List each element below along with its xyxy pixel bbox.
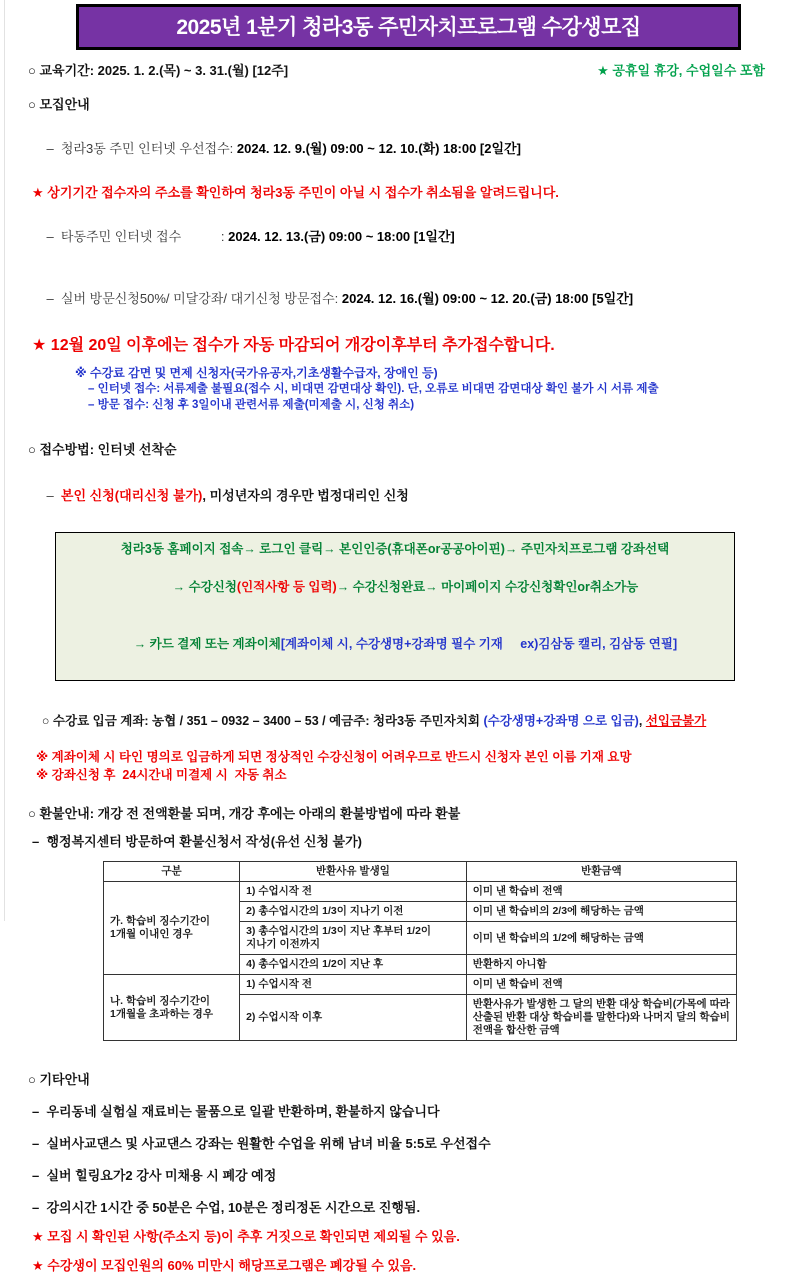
recruit-line-1-value: 2024. 12. 9.(월) 09:00 ~ 12. 10.(화) 18:00 [2일간]: [236, 141, 521, 156]
flow-step-2: [60, 559, 730, 616]
recruit-line-1-label: – 청라3동 주민 인터넷 우선접수:: [46, 141, 237, 156]
page-edge-line: [4, 0, 5, 921]
flow-step-3: [60, 616, 730, 673]
flow-step-2-red: (인적사항 등 입력): [236, 580, 337, 594]
refund-table: [103, 861, 737, 1041]
etc-item-2: – 실버사교댄스 및 사교댄스 강좌는 원활한 수업을 위해 남녀 비율 5:5로 우선접수: [32, 1136, 491, 1151]
refund-b1-reason: 1) 수업시작 전: [240, 975, 467, 995]
refund-a3-reason: 3) 총수업시간의 1/3이 지난 후부터 1/2이 지나기 이전까지: [240, 922, 467, 955]
recruit-warning-deadline: ★ 12월 20일 이후에는 접수가 자동 마감되어 개강이후부터 추가접수합니다.: [32, 337, 555, 354]
refund-a1-reason: 1) 수업시작 전: [240, 882, 467, 902]
refund-b2-reason: 2) 수업시작 이후: [240, 995, 467, 1041]
payment-no-prepay: 선입금불가: [645, 714, 707, 728]
flow-step-3-blue: [계좌이체 시, 수강생명+강좌명 필수 기재 ex)김삼동 캘리, 김삼동 연필]: [280, 637, 678, 651]
recruit-warning-address: ★ 상기기간 접수자의 주소를 확인하여 청라3동 주민이 아닐 시 접수가 취소됨을 알려드립니다.: [32, 185, 559, 200]
recruit-line-2-value: 2024. 12. 13.(금) 09:00 ~ 18:00 [1일간]: [228, 229, 455, 244]
payment-account-blue: (수강생명+강좌명 으로 입금): [483, 714, 639, 728]
payment-account-line: [28, 696, 765, 747]
etc-warning-1: ★ 모집 시 확인된 사항(주소지 등)이 추후 거짓으로 확인되면 제외될 수 있음.: [32, 1229, 460, 1244]
payment-note-1: ※ 계좌이체 시 타인 명의로 입금하게 되면 정상적인 수강신청이 어려우므로 반드시 신청자 본인 이름 기재 요망: [36, 750, 632, 764]
table-row: [104, 882, 737, 902]
recruit-line-3-value: 2024. 12. 16.(월) 09:00 ~ 12. 20.(금) 18:00 [5일간]: [341, 291, 634, 306]
education-period: ○ 교육기간: 2025. 1. 2.(목) ~ 3. 31.(월) [12주]: [28, 63, 289, 78]
application-flow-box: [55, 532, 735, 681]
payment-note-2: ※ 강좌신청 후 24시간내 미결제 시 자동 취소: [36, 768, 287, 782]
apply-dash: –: [46, 488, 61, 503]
apply-self-rest: , 미성년자의 경우만 법정대리인 신청: [202, 488, 409, 503]
refund-col-category: 구분: [104, 862, 240, 882]
recruit-heading: ○ 모집안내: [28, 97, 90, 112]
discount-line-2: – 방문 접수: 신청 후 3일이내 관련서류 제출(미제출 시, 신청 취소): [88, 399, 415, 411]
refund-group-a-label: 가. 학습비 징수기간이 1개월 이내인 경우: [104, 882, 240, 975]
etc-warning-2: ★ 수강생이 모집인원의 60% 미만시 해당프로그램은 폐강될 수 있음.: [32, 1258, 417, 1273]
refund-col-reason-date: 반환사유 발생일: [240, 862, 467, 882]
payment-account-main: ○ 수강료 입금 계좌: 농협 / 351 – 0932 – 3400 – 53 / 예금주: 청라3동 주민자치회: [41, 714, 484, 728]
apply-self-line: [32, 469, 765, 523]
refund-a3-amount: 이미 낸 학습비의 1/2에 해당하는 금액: [466, 922, 736, 955]
title-banner: [76, 4, 741, 50]
payment-account-comma: ,: [638, 714, 646, 728]
refund-a4-reason: 4) 총수업시간의 1/2이 지난 후: [240, 955, 467, 975]
flow-step-2a: → 수강신청: [172, 580, 237, 594]
refund-a2-reason: 2) 총수업시간의 1/3이 지나기 이전: [240, 902, 467, 922]
refund-b2-amount: 반환사유가 발생한 그 달의 반환 대상 학습비(가목에 따라 산출된 반환 대상 학습비를 말한다)와 나머지 달의 학습비 전액을 합산한 금액: [466, 995, 736, 1041]
refund-group-b-label: 나. 학습비 징수기간이 1개월을 초과하는 경우: [104, 975, 240, 1041]
etc-heading: ○ 기타안내: [28, 1072, 90, 1087]
flow-step-3a: → 카드 결제 또는 계좌이체: [133, 637, 281, 651]
apply-self-red: 본인 신청(대리신청 불가): [60, 488, 203, 503]
refund-b1-amount: 이미 낸 학습비 전액: [466, 975, 736, 995]
discount-title: ※ 수강료 감면 및 면제 신청자(국가유공자,기초생활수급자, 장애인 등): [75, 366, 438, 380]
table-row: [104, 975, 737, 995]
apply-heading: ○ 접수방법: 인터넷 선착순: [28, 442, 177, 457]
page-title: 2025년 1분기 청라3동 주민자치프로그램 수강생모집: [176, 16, 641, 39]
etc-item-3: – 실버 힐링요가2 강사 미채용 시 폐강 예정: [32, 1168, 277, 1183]
flow-step-2b: → 수강신청완료→ 마이페이지 수강신청확인or취소가능: [336, 580, 639, 594]
recruit-line-3: [32, 272, 765, 326]
recruit-line-1: [32, 122, 765, 176]
recruit-line-2-label: – 타동주민 인터넷 접수 :: [46, 229, 229, 244]
refund-a4-amount: 반환하지 아니함: [466, 955, 736, 975]
refund-table-header-row: [104, 862, 737, 882]
recruit-line-2: [32, 210, 765, 264]
education-period-row: [28, 62, 765, 80]
flow-step-1: 청라3동 홈페이지 접속→ 로그인 클릭→ 본인인증(휴대폰or공공아이핀)→ 주민자치프로그램 강좌선택: [120, 542, 670, 556]
refund-a1-amount: 이미 낸 학습비 전액: [466, 882, 736, 902]
recruit-line-3-label: – 실버 방문신청50%/ 미달강좌/ 대기신청 방문접수:: [46, 291, 342, 306]
discount-line-1: – 인터넷 접수: 서류제출 불필요(접수 시, 비대면 감면대상 확인). 단, 오류로 비대면 감면대상 확인 불가 시 서류 제출: [88, 383, 659, 395]
refund-a2-amount: 이미 낸 학습비의 2/3에 해당하는 금액: [466, 902, 736, 922]
holiday-note: ★ 공휴일 휴강, 수업일수 포함: [597, 63, 765, 78]
etc-item-4: – 강의시간 1시간 중 50분은 수업, 10분은 정리정돈 시간으로 진행됨.: [32, 1200, 421, 1215]
refund-col-amount: 반환금액: [466, 862, 736, 882]
refund-visit-line: – 행정복지센터 방문하여 환불신청서 작성(유선 신청 불가): [32, 834, 363, 849]
refund-heading: ○ 환불안내: 개강 전 전액환불 되며, 개강 후에는 아래의 환불방법에 따라 환불: [28, 806, 461, 821]
etc-item-1: – 우리동네 실험실 재료비는 물품으로 일괄 반환하며, 환불하지 않습니다: [32, 1104, 440, 1119]
